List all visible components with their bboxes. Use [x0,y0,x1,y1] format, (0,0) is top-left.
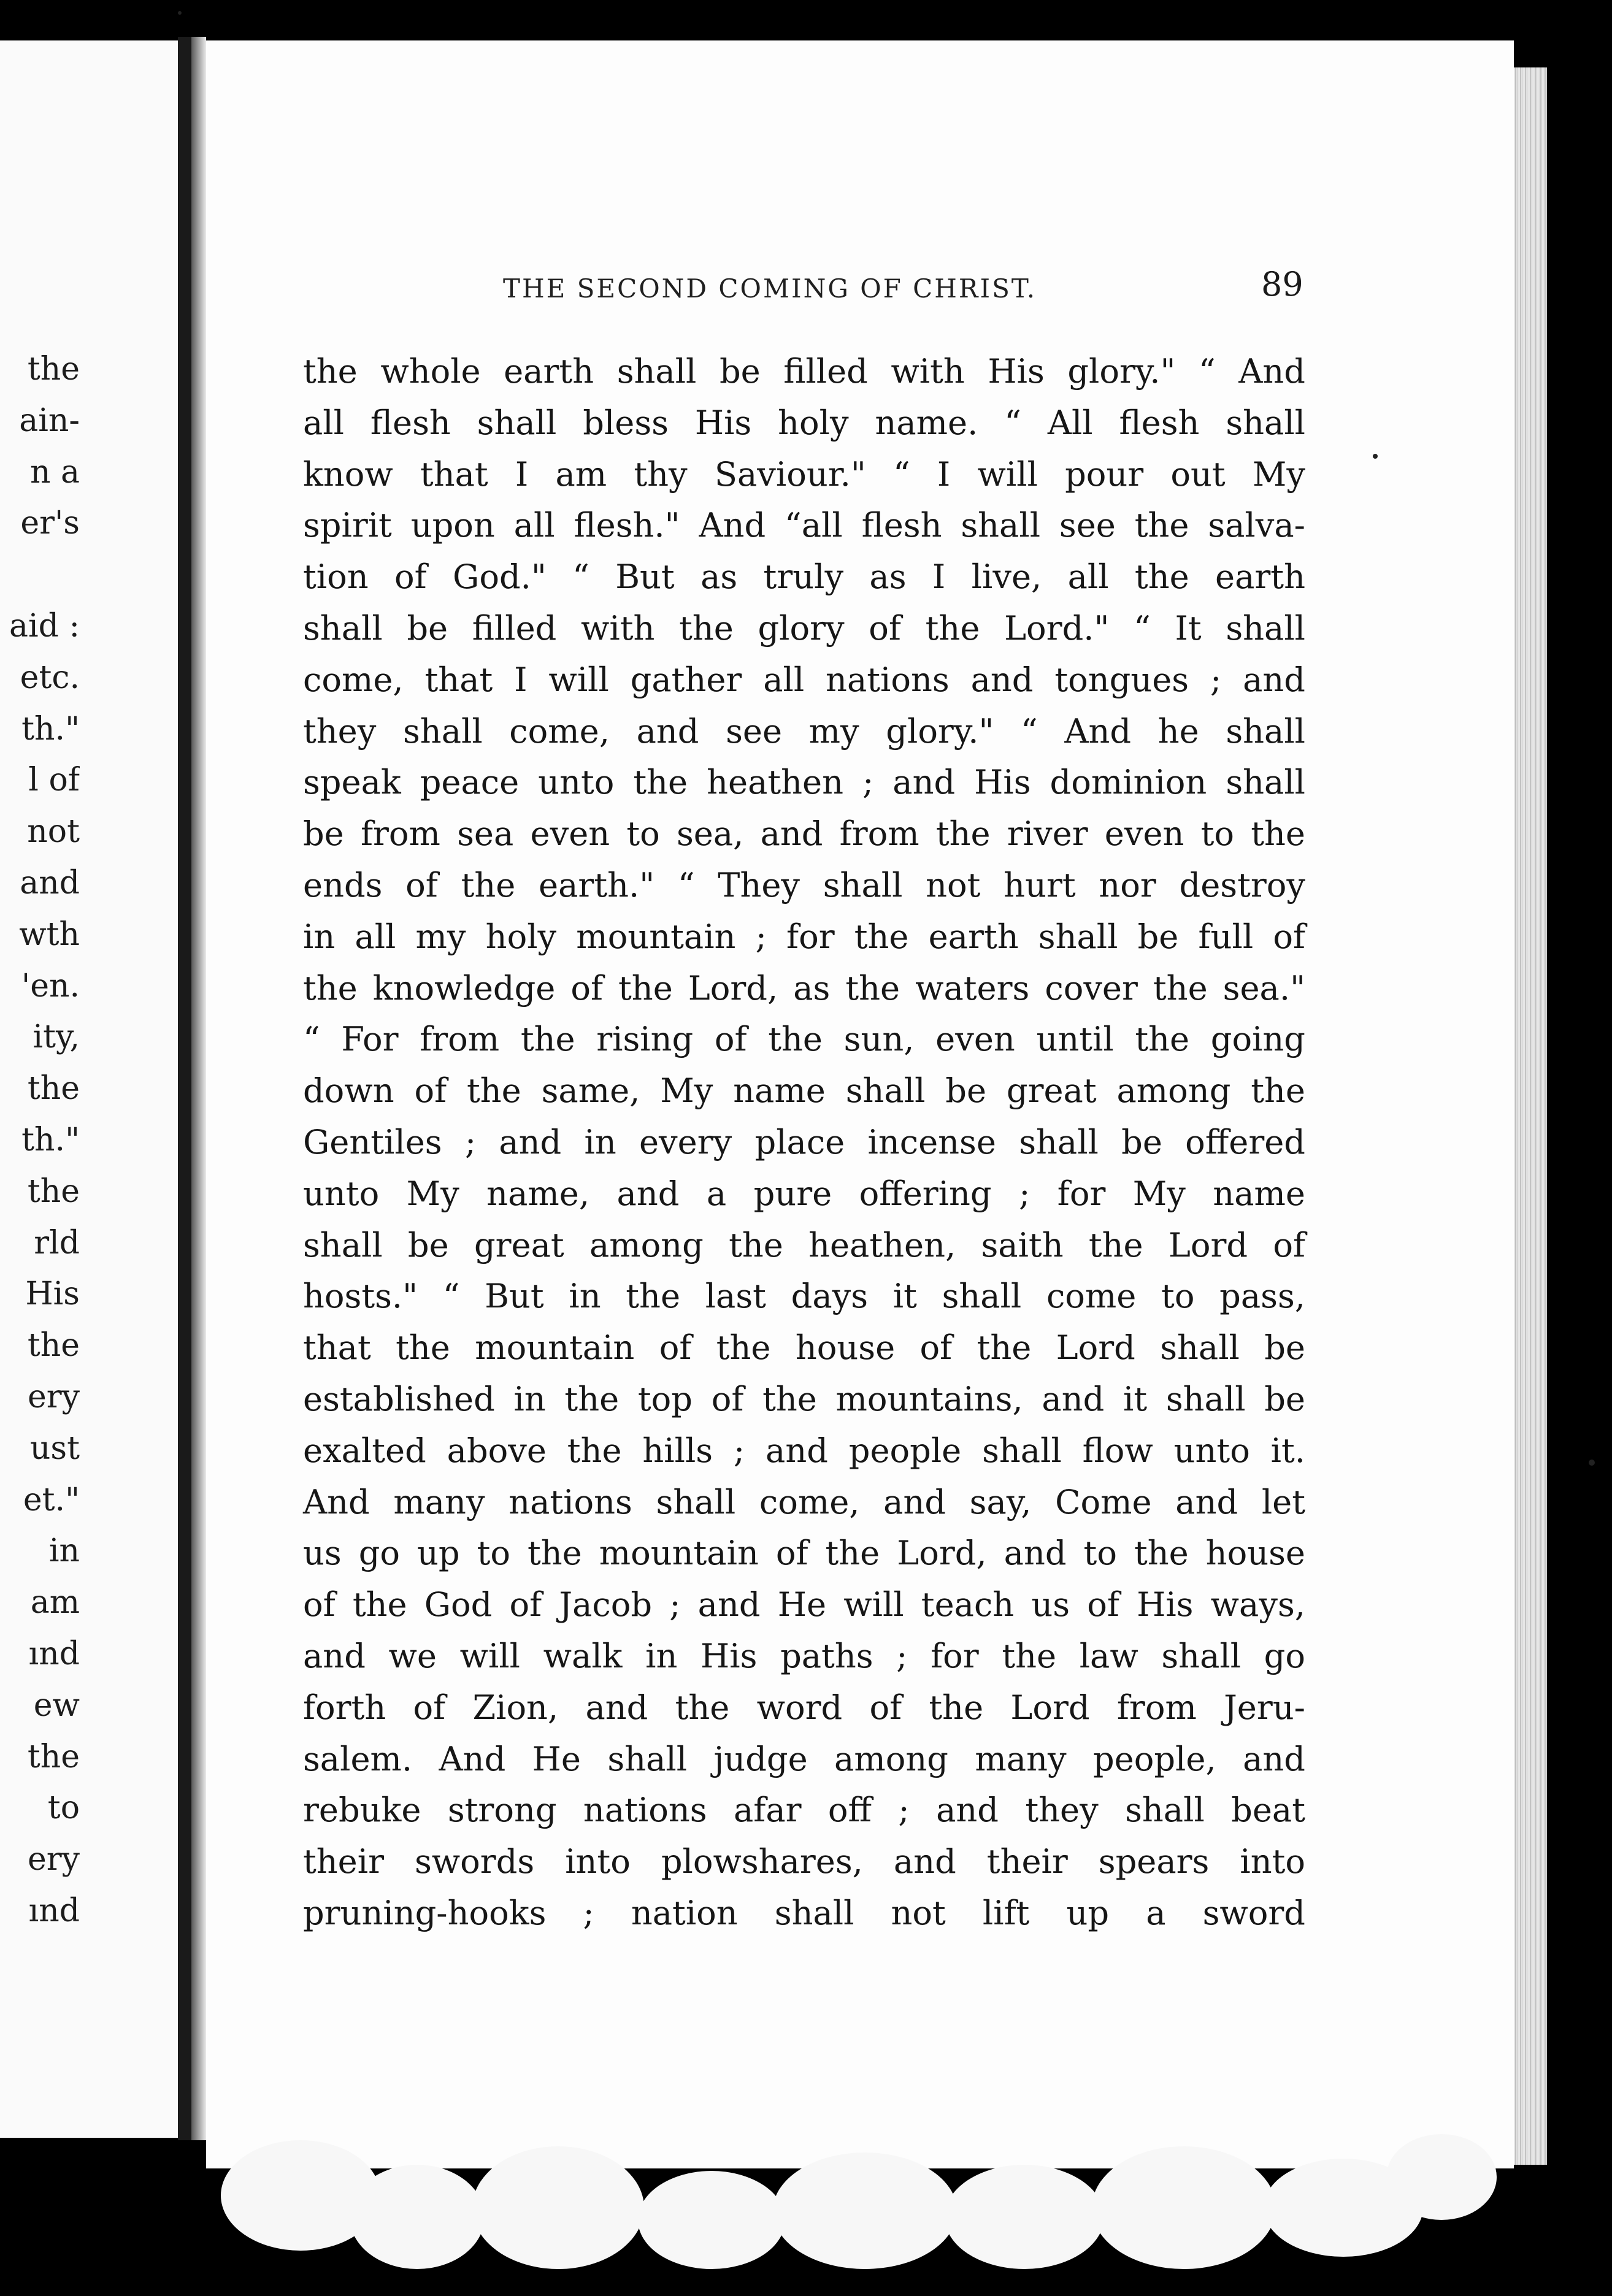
facing-page-line: ery [27,1378,80,1415]
text-line: that the mountain of the house of the Lord shall be [303,1328,1305,1368]
facing-page-line: ity, [33,1019,80,1056]
facing-page-line: the [27,351,80,388]
text-line: unto My name, and a pure offering ; for My name [303,1174,1305,1213]
facing-page-line: ain- [19,402,80,439]
text-line: hosts." “ But in the last days it shall come to pass, [303,1277,1305,1316]
facing-page-line: the [27,1070,80,1108]
facing-page-line: ew [33,1686,80,1724]
text-line: salem. And He shall judge among many people, and [303,1739,1305,1778]
text-line: know that I am thy Saviour." “ I will pour out My [303,454,1305,494]
text-line: speak peace unto the heathen ; and His dominion shall [303,763,1305,802]
facing-page-line: His [25,1276,80,1313]
text-line: shall be filled with the glory of the Lord." “ It shall [303,608,1305,648]
text-line: of the God of Jacob ; and He will teach us of His ways, [303,1585,1305,1624]
scan-speck [1589,1460,1595,1466]
text-line: their swords into plowshares, and their spears into [303,1842,1305,1881]
gutter-shadow [191,37,206,2140]
text-line: us go up to the mountain of the Lord, and to the house [303,1534,1305,1573]
text-line: the knowledge of the Lord, as the waters cover the sea." [303,968,1305,1008]
text-line: tion of God." “ But as truly as I live, all the earth [303,557,1305,597]
facing-page-line: in [48,1533,80,1570]
facing-page-line: the [27,1738,80,1775]
facing-page-line: ınd [28,1635,80,1672]
facing-page-line: l of [28,762,80,799]
facing-page-line: ery [27,1841,80,1878]
facing-page-line: the [27,1327,80,1364]
page-number: 89 [1261,265,1303,304]
scan-speck [1373,454,1378,459]
facing-page-line: not [27,813,80,851]
text-line: forth of Zion, and the word of the Lord from Jeru- [303,1688,1305,1727]
text-line: pruning-hooks ; nation shall not lift up a sword [303,1893,1305,1932]
body-text [303,346,1305,1939]
text-line: “ For from the rising of the sun, even until the going [303,1020,1305,1059]
scan-speck [178,11,182,15]
text-line: down of the same, My name shall be great among the [303,1071,1305,1111]
text-line: rebuke strong nations afar off ; and they shall beat [303,1791,1305,1830]
text-line: spirit upon all flesh." And “all flesh shall see the salva- [303,506,1305,545]
text-line: established in the top of the mountains, and it shall be [303,1379,1305,1418]
text-line: Gentiles ; and in every place incense shall be offered [303,1122,1305,1161]
facing-page-line: aid : [9,607,80,645]
text-line: the whole earth shall be filled with His glory." “ And [303,352,1305,391]
facing-page-line: the [27,1173,80,1210]
facing-page [0,40,178,2138]
text-line: shall be great among the heathen, saith the Lord of [303,1225,1305,1265]
text-line: all flesh shall bless His holy name. “ All flesh shall [303,403,1305,442]
facing-page-line [0,549,80,601]
facing-page-text [0,344,80,1937]
facing-page-line: and [20,864,80,901]
facing-page-line: ust [29,1429,80,1467]
running-head: THE SECOND COMING OF CHRIST. [503,274,1037,304]
facing-page-line: to [47,1789,80,1827]
text-line: exalted above the hills ; and people shall flow unto it. [303,1431,1305,1470]
facing-page-line: et." [23,1481,80,1518]
text-line: ends of the earth." “ They shall not hurt nor destroy [303,865,1305,905]
text-line: come, that I will gather all nations and tongues ; and [303,660,1305,699]
facing-page-line: ınd [28,1892,80,1929]
facing-page-line: etc. [20,659,80,696]
text-line: and we will walk in His paths ; for the law shall go [303,1636,1305,1675]
facing-page-line: wth [19,916,80,953]
scan-damage [184,2128,1497,2296]
facing-page-line: rld [34,1224,80,1261]
text-line: And many nations shall come, and say, Come and let [303,1482,1305,1521]
text-line: they shall come, and see my glory." “ And he shall [303,711,1305,751]
text-line: in all my holy mountain ; for the earth shall be full of [303,917,1305,956]
book-gutter [178,37,191,2140]
facing-page-line: n a [29,453,80,491]
facing-page-line: am [30,1584,80,1621]
text-line: be from sea even to sea, and from the river even to the [303,814,1305,854]
facing-page-line: th." [21,710,80,748]
facing-page-line: 'en. [21,967,80,1005]
facing-page-line: th." [21,1121,80,1158]
facing-page-line: er's [20,505,80,542]
